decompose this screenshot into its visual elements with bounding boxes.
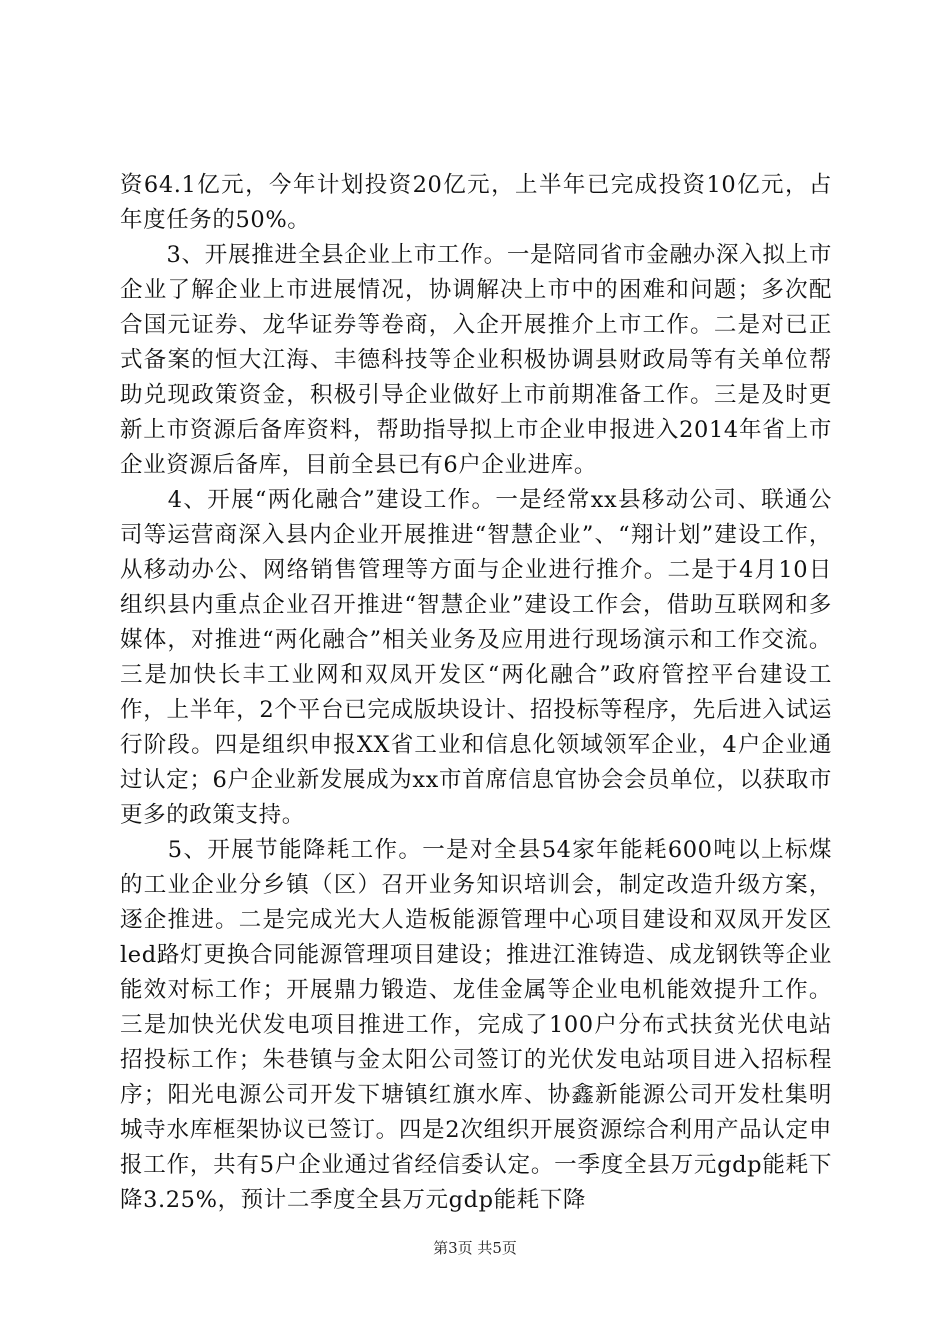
page-footer: 第3页 共5页 — [433, 1239, 517, 1257]
paragraph-item-5: 5、开展节能降耗工作。一是对全县54家年能耗600吨以上标煤的工业企业分乡镇（区）召开业务知识培训会，制定改造升级方案，逐企推进。二是完成光大人造板能源管理中心项目建设和双凤开发区led路灯更换合同能源管理项目建设；推进江淮铸造、成龙钢铁等企业能效对标工作；开展鼎力锻造、龙佳金属等企业电机能效提升工作。三是加快光伏发电项目推进工作，完成了100户分布式扶贫光伏电站招投标工作；朱巷镇与金太阳公司签订的光伏发电站项目进入招标程序；阳光电源公司开发下塘镇红旗水库、协鑫新能源公司开发杜集明城寺水库框架协议已签订。四是2次组织开展资源综合利用产品认定申报工作，共有5户企业通过省经信委认定。一季度全县万元gdp能耗下降3.25%，预计二季度全县万元gdp能耗下降 — [120, 837, 832, 1213]
document-body — [120, 168, 832, 1218]
paragraph-continuation: 资64.1亿元，今年计划投资20亿元，上半年已完成投资10亿元，占年度任务的50%。 — [120, 172, 832, 233]
paragraph-item-3: 3、开展推进全县企业上市工作。一是陪同省市金融办深入拟上市企业了解企业上市进展情况，协调解决上市中的困难和问题；多次配合国元证券、龙华证券等卷商，入企开展推介上市工作。二是对已正式备案的恒大江海、丰德科技等企业积极协调县财政局等有关单位帮助兑现政策资金，积极引导企业做好上市前期准备工作。三是及时更新上市资源后备库资料，帮助指导拟上市企业申报进入2014年省上市企业资源后备库，目前全县已有6户企业进库。 — [120, 242, 832, 478]
paragraph-item-4: 4、开展“两化融合”建设工作。一是经常xx县移动公司、联通公司等运营商深入县内企业开展推进“智慧企业”、“翔计划”建设工作，从移动办公、网络销售管理等方面与企业进行推介。二是于4月10日组织县内重点企业召开推进“智慧企业”建设工作会，借助互联网和多媒体，对推进“两化融合”相关业务及应用进行现场演示和工作交流。三是加快长丰工业网和双凤开发区“两化融合”政府管控平台建设工作，上半年，2个平台已完成版块设计、招投标等程序，先后进入试运行阶段。四是组织申报XX省工业和信息化领域领军企业，4户企业通过认定；6户企业新发展成为xx市首席信息官协会会员单位，以获取市更多的政策支持。 — [120, 487, 832, 828]
